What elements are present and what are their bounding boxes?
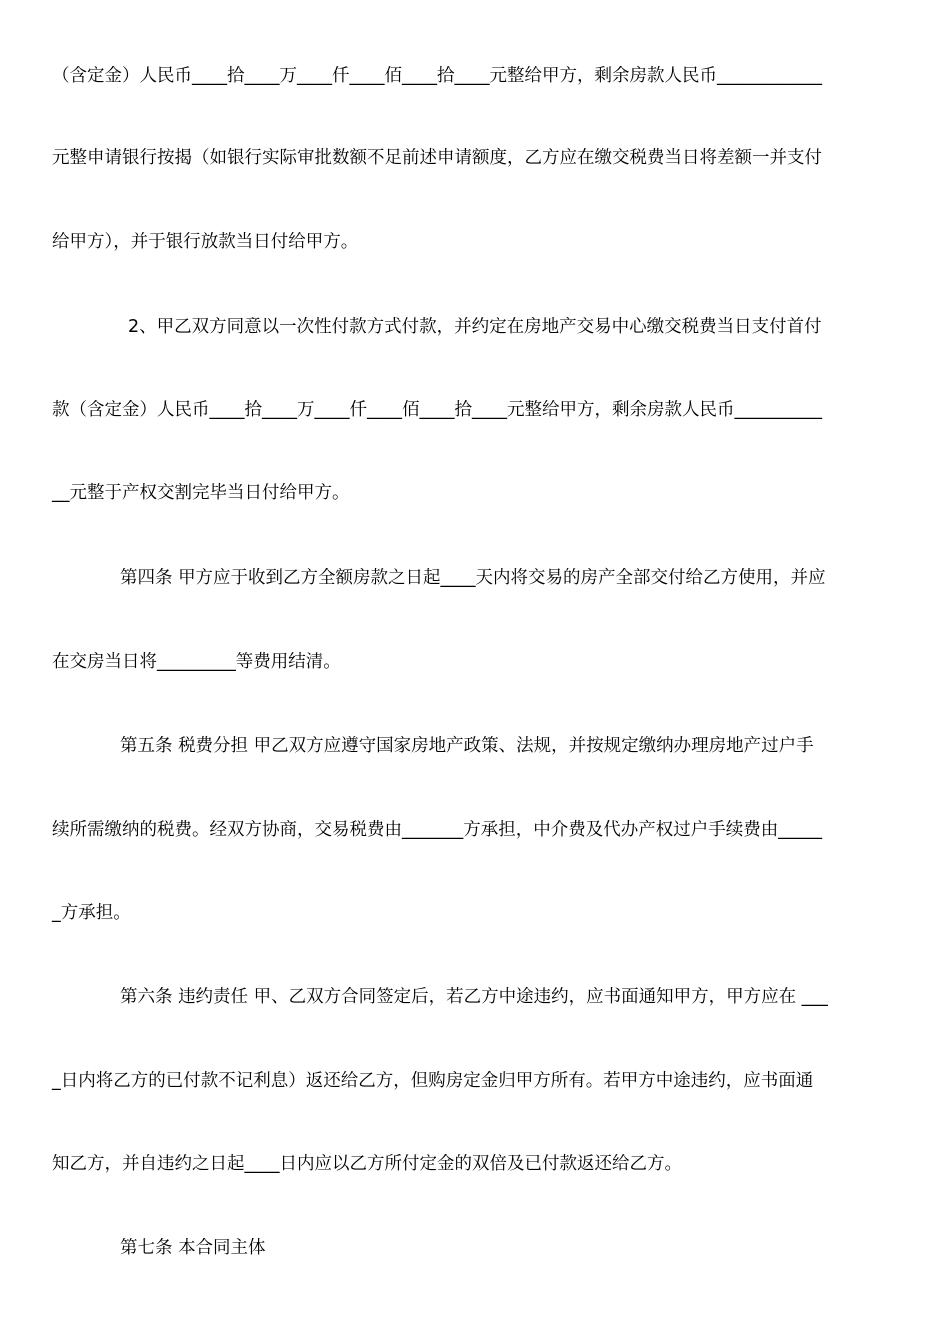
text-line: 款（含定金）人民币____拾____万____仟____佰____拾____元整给甲方，剩余房款人民币__________ [52,400,822,420]
text-line: 在交房当日将_________等费用结清。 [52,652,341,672]
text-line: 第七条 本合同主体 [120,1238,266,1258]
text-line: 续所需缴纳的税费。经双方协商，交易税费由_______方承担，中介费及代办产权过户手续费由_____ [52,820,822,840]
text-line: 知乙方，并自违约之日起____日内应以乙方所付定金的双倍及已付款返还给乙方。 [52,1154,682,1174]
text-line: 第六条 违约责任 甲、乙双方合同签定后，若乙方中途违约，应书面通知甲方，甲方应在 ___ [120,987,828,1007]
text-line: 2、甲乙双方同意以一次性付款方式付款，并约定在房地产交易中心缴交税费当日支付首付 [128,317,822,337]
text-line: 元整申请银行按揭（如银行实际审批数额不足前述申请额度，乙方应在缴交税费当日将差额一并支付 [52,148,822,168]
text-line: 给甲方），并于银行放款当日付给甲方。 [52,232,359,252]
text-line: _方承担。 [52,903,131,923]
text-line: 第四条 甲方应于收到乙方全额房款之日起____天内将交易的房产全部交付给乙方使用，并应 [120,568,826,588]
text-line: （含定金）人民币____拾____万____仟____佰____拾____元整给甲方，剩余房款人民币____________ [52,66,822,86]
text-line: 第五条 税费分担 甲乙双方应遵守国家房地产政策、法规，并按规定缴纳办理房地产过户手 [120,736,814,756]
text-line: _日内将乙方的已付款不记利息）返还给乙方，但购房定金归甲方所有。若甲方中途违约，应书面通 [52,1071,814,1091]
text-line: __元整于产权交割完毕当日付给甲方。 [52,483,350,503]
